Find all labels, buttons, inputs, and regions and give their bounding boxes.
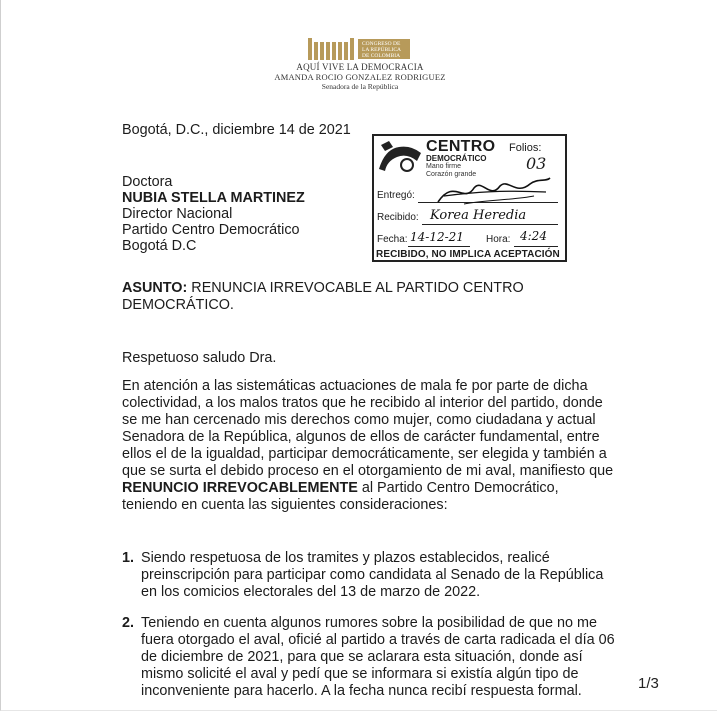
congress-logo — [308, 38, 410, 60]
body-line-3: se me han cercenado mis derechos como mujer, como ciudadana y actual — [122, 412, 596, 428]
recipient-role: Director Nacional — [122, 206, 233, 222]
recipient-salutation: Doctora — [122, 174, 173, 190]
body-line-5: ellos el de la igualdad, participar democráticamente, ser elegida y también a — [122, 446, 607, 462]
subject-text-1: RENUNCIA IRREVOCABLE AL PARTIDO CENTRO — [187, 280, 524, 296]
item-2-line-5: inconveniente para hacerlo. A la fecha nunca recibí respuesta formal. — [141, 683, 582, 699]
item-2-number: 2. — [122, 615, 135, 631]
item-2-line-4: mismo solicité el aval y pedí que se informara si existía algún tipo de — [141, 666, 579, 682]
item-1-number: 1. — [122, 550, 135, 566]
stamp-footer: RECIBIDO, NO IMPLICA ACEPTACIÓN — [376, 249, 560, 260]
item-2-line-2: fuera otorgado el aval, oficié al partido a través de carta radicada el día 06 — [141, 632, 615, 648]
item-1-line-2: preinscripción para participar como candidata al Senado de la República — [141, 567, 604, 583]
stamp-title: CENTRO — [426, 138, 496, 155]
body-renuncio: RENUNCIO IRREVOCABLEMENTE — [122, 480, 358, 496]
hora-line — [514, 246, 558, 247]
signature-scribble — [434, 174, 554, 208]
folios-value: 03 — [526, 154, 547, 173]
recipient-city: Bogotá D.C — [122, 238, 197, 254]
body-line-7-rest: al Partido Centro Democrático, — [357, 480, 559, 496]
item-2-line-1: Teniendo en cuenta algunos rumores sobre la posibilidad de que no me — [141, 615, 598, 631]
hora-value: 4:24 — [520, 229, 547, 243]
folios-label: Folios: — [509, 142, 542, 154]
recibido-line — [422, 224, 558, 225]
capitol-pillars-icon — [308, 38, 354, 60]
body-line-1: En atención a las sistemáticas actuaciones de mala fe por parte de dicha — [122, 378, 588, 394]
recipient-name: NUBIA STELLA MARTINEZ — [122, 190, 305, 206]
stamp-subtitle: DEMOCRÁTICO — [426, 154, 487, 163]
party-logo-icon — [377, 139, 423, 175]
item-1-line-1: Siendo respetuosa de los tramites y plazos establecidos, realicé — [141, 550, 550, 566]
date-line: Bogotá, D.C., diciembre 14 de 2021 — [122, 122, 351, 138]
page-indicator: 1/3 — [638, 675, 659, 692]
recipient-org: Partido Centro Democrático — [122, 222, 300, 238]
fecha-value: 14-12-21 — [410, 230, 464, 244]
fecha-line — [408, 246, 470, 247]
stamp-tagline-1: Mano firme — [426, 163, 462, 170]
subject-label: ASUNTO: — [122, 280, 188, 296]
reception-stamp — [372, 134, 567, 262]
header-motto: AQUÍ VIVE LA DEMOCRACIA — [296, 62, 424, 72]
body-line-7 — [122, 480, 559, 497]
body-line-8: teniendo en cuenta las siguientes consideraciones: — [122, 497, 448, 513]
logo-text: CONGRESO DE LA REPÚBLICA DE COLOMBIA — [358, 39, 410, 59]
stamp-tagline-2: Corazón grande — [426, 171, 477, 178]
header-senator-name: AMANDA ROCIO GONZALEZ RODRIGUEZ — [274, 72, 446, 82]
subject-line-1 — [122, 280, 524, 297]
hora-label: Hora: — [486, 234, 511, 245]
body-line-2: colectividad, a los malos tratos que he recibido al interior del partido, donde — [122, 395, 603, 411]
entrego-label: Entregó: — [377, 190, 415, 201]
header-senator-title: Senadora de la República — [321, 82, 399, 91]
greeting: Respetuoso saludo Dra. — [122, 350, 277, 366]
fecha-label: Fecha: — [377, 234, 408, 245]
subject-line-2: DEMOCRÁTICO. — [122, 297, 234, 313]
item-2-line-3: de diciembre de 2021, para que se aclarara esta situación, donde así — [141, 649, 583, 665]
body-line-4: Senadora de la República, algunos de ellos de carácter fundamental, entre — [122, 429, 600, 445]
recibido-label: Recibido: — [377, 212, 419, 223]
item-1-line-3: en los comicios electorales del 13 de marzo de 2022. — [141, 584, 481, 600]
recibido-value: Korea Heredia — [430, 208, 527, 223]
body-line-6: que se surta el debido proceso en el otorgamiento de mi aval, manifiesto que — [122, 463, 614, 479]
